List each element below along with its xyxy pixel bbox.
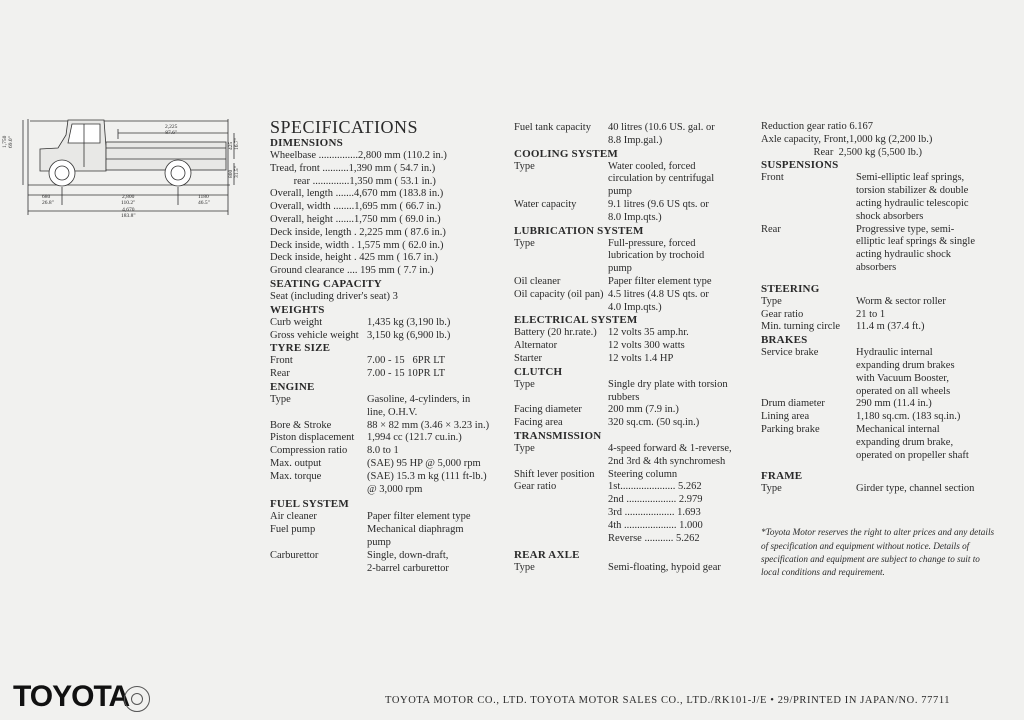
- fuel-tank-row: [514, 122, 754, 148]
- spec-label: Type: [761, 295, 782, 307]
- spec-value: 12 volts 300 watts: [608, 340, 685, 352]
- spec-row: [514, 469, 754, 482]
- spec-value: Worm & sector roller: [856, 295, 946, 307]
- spec-row: [270, 445, 505, 458]
- page-title: SPECIFICATIONS: [270, 117, 419, 137]
- spec-label: Starter: [514, 352, 542, 364]
- spec-label: Lining area: [761, 411, 810, 423]
- spec-value: 1,435 kg (3,190 lb.): [367, 316, 451, 328]
- gear-ratio-block: [514, 481, 754, 545]
- seating-line: Seat (including driver's seat) 3: [270, 290, 398, 302]
- spec-label: Facing area: [514, 417, 563, 429]
- fuel-system-list: [270, 511, 505, 575]
- spec-row: [761, 347, 1001, 398]
- frame-list: [761, 483, 1001, 496]
- dim-overall-length: 4,670 183.8": [121, 207, 136, 219]
- spec-label: Facing diameter: [514, 404, 582, 416]
- spec-row: [514, 443, 754, 469]
- spec-row: [761, 224, 1001, 275]
- suspensions-heading: SUSPENSIONS: [761, 159, 839, 172]
- spec-value: 4.5 litres (4.8 US qts. or 4.0 Imp.qts.): [608, 288, 709, 313]
- spec-value: 290 mm (11.4 in.): [856, 398, 932, 410]
- spec-value: 12 volts 1.4 HP: [608, 352, 674, 364]
- dimension-line: Wheelbase ...............2,800 mm (110.2 in.): [270, 150, 447, 161]
- spec-value: Full-pressure, forced lubrication by trochoid pump: [608, 237, 705, 275]
- spec-row: [514, 289, 754, 315]
- spec-label: Type: [514, 378, 535, 390]
- spec-value: 1,180 sq.cm. (183 sq.in.): [856, 411, 961, 423]
- gear-line: Reverse ........... 5.262: [608, 532, 700, 544]
- electrical-heading: ELECTRICAL SYSTEM: [514, 314, 638, 327]
- spec-row: [270, 458, 505, 471]
- spec-value: Water cooled, forced circulation by centrifugal pump: [608, 160, 715, 198]
- spec-row: [270, 330, 505, 343]
- spec-row: [270, 432, 505, 445]
- spec-value: Mechanical internal expanding drum brake, operated on propeller shaft: [856, 423, 969, 461]
- spec-value: Single, down-draft, 2-barrel carburettor: [367, 549, 449, 574]
- spec-row: [761, 411, 1001, 424]
- spec-row: [514, 238, 754, 276]
- spec-value: (SAE) 95 HP @ 5,000 rpm: [367, 457, 481, 469]
- spec-label: Type: [761, 483, 782, 495]
- spec-row: [761, 424, 1001, 462]
- spec-value: Semi-floating, hypoid gear: [608, 562, 721, 574]
- spec-row: [514, 562, 754, 575]
- spec-value: 7.00 - 15 6PR LT: [367, 355, 446, 367]
- dim-deck-height: 425 16.7": [228, 138, 240, 150]
- spec-label: Oil capacity (oil pan): [514, 288, 604, 300]
- gear-line: 3rd ................... 1.693: [608, 506, 701, 518]
- spec-label: Rear: [761, 223, 781, 235]
- spec-label: Max. torque: [270, 470, 322, 482]
- spec-row: [270, 317, 505, 330]
- spec-row: [761, 398, 1001, 411]
- electrical-list: [514, 327, 754, 365]
- spec-value: Progressive type, semi- elliptic leaf springs & single acting hydraulic shock absorbers: [856, 223, 975, 273]
- spec-label: Min. turning circle: [761, 321, 841, 333]
- brakes-list: [761, 347, 1001, 462]
- fuel-system-heading: FUEL SYSTEM: [270, 498, 349, 511]
- engine-heading: ENGINE: [270, 380, 315, 393]
- spec-row: [761, 309, 1001, 322]
- dimension-line: Deck inside, width . 1,575 mm ( 62.0 in.): [270, 239, 444, 251]
- spec-value: 8.0 to 1: [367, 445, 399, 457]
- spec-label: Parking brake: [761, 423, 820, 435]
- spec-row: [270, 524, 505, 550]
- spec-value: Paper filter element type: [367, 511, 471, 523]
- reduction-axle-block: [761, 121, 1001, 159]
- tyre-heading: TYRE SIZE: [270, 342, 331, 355]
- column-2: [514, 122, 754, 575]
- transmission-list: [514, 443, 754, 481]
- spec-label: Alternator: [514, 340, 558, 352]
- steering-heading: STEERING: [761, 282, 820, 295]
- column-3: [761, 121, 1001, 580]
- spec-label: Piston displacement: [270, 432, 355, 444]
- spec-value: 12 volts 35 amp.hr.: [608, 327, 689, 339]
- seating-heading: SEATING CAPACITY: [270, 277, 382, 290]
- column-1: [270, 137, 505, 575]
- spec-value: 4-speed forward & 1-reverse, 2nd 3rd & 4th synchromesh: [608, 442, 732, 467]
- spec-row: [514, 276, 754, 289]
- dim-deck-length: 2,225 87.6": [165, 124, 178, 136]
- dimension-line: rear ..............1,350 mm ( 53.1 in.): [270, 175, 436, 187]
- spec-row: [514, 161, 754, 199]
- dimension-line: Overall, width ........1,695 mm ( 66.7 in.): [270, 201, 441, 213]
- spec-row: [514, 327, 754, 340]
- dimension-line: Overall, height .......1,750 mm ( 69.0 in.): [270, 213, 441, 225]
- dim-ground: 800 31.5": [228, 166, 240, 178]
- spec-value: Semi-elliptic leaf springs, torsion stabilizer & double acting hydraulic telescopic shock absorbers: [856, 172, 969, 222]
- spec-label: Fuel tank capacity: [514, 122, 591, 133]
- spec-value: Girder type, channel section: [856, 483, 975, 495]
- spec-label: Type: [514, 160, 535, 172]
- spec-label: Type: [514, 442, 535, 454]
- tyre-list: [270, 355, 505, 381]
- rear-axle-heading: REAR AXLE: [514, 549, 580, 562]
- spec-label: Curb weight: [270, 316, 323, 328]
- spec-row: [761, 296, 1001, 309]
- toyota-logo: TOYOTA: [13, 680, 130, 713]
- spec-row: [270, 355, 505, 368]
- spec-value: Steering column: [608, 468, 678, 480]
- spec-row: [514, 379, 754, 405]
- spec-row: [514, 122, 754, 148]
- dimension-line: Deck inside, length . 2,225 mm ( 87.6 in.): [270, 226, 446, 238]
- brakes-heading: BRAKES: [761, 334, 808, 347]
- gear-ratio-label: Gear ratio: [514, 481, 557, 493]
- spec-label: Water capacity: [514, 198, 577, 210]
- suspensions-list: [761, 172, 1001, 274]
- dim-rear: 1180 46.5": [198, 194, 210, 206]
- spec-value: 1,994 cc (121.7 cu.in.): [367, 432, 462, 444]
- spec-label: Type: [514, 237, 535, 249]
- spec-row: [270, 394, 505, 420]
- axle-line: Axle capacity, Front,1,000 kg (2,200 lb.): [761, 133, 933, 145]
- spec-value: (SAE) 15.3 m kg (111 ft-lb.) @ 3,000 rpm: [367, 470, 487, 495]
- spec-row: [514, 417, 754, 430]
- axle-line: Rear 2,500 kg (5,500 lb.): [761, 146, 922, 158]
- spec-label: Rear: [270, 368, 290, 380]
- dimensions-heading: DIMENSIONS: [270, 137, 343, 149]
- axle-line: Reduction gear ratio 6.167: [761, 121, 873, 132]
- spec-row: [514, 353, 754, 366]
- dimensions-list: [270, 150, 505, 278]
- rear-axle-list: [514, 562, 754, 575]
- dimension-line: Tread, front ..........1,390 mm ( 54.7 in.): [270, 162, 436, 174]
- dim-wheelbase: 2,800 110.2": [121, 194, 136, 206]
- lubrication-heading: LUBRICATION SYSTEM: [514, 224, 644, 237]
- steering-list: [761, 296, 1001, 334]
- spec-value: Mechanical diaphragm pump: [367, 524, 464, 548]
- lubrication-list: [514, 238, 754, 315]
- spec-row: [761, 172, 1001, 223]
- transmission-heading: TRANSMISSION: [514, 429, 602, 442]
- gear-line: 4th .................... 1.000: [608, 519, 703, 531]
- cooling-heading: COOLING SYSTEM: [514, 147, 618, 160]
- dimension-line: Overall, length .......4,670 mm (183.8 in.): [270, 188, 444, 200]
- spec-label: Front: [270, 355, 293, 367]
- spec-label: Bore & Stroke: [270, 419, 332, 431]
- cooling-list: [514, 161, 754, 225]
- spec-row: [270, 511, 505, 524]
- spec-row: [270, 368, 505, 381]
- spec-row: [270, 471, 505, 497]
- spec-value: Gasoline, 4-cylinders, in line, O.H.V.: [367, 393, 471, 418]
- spec-label: Drum diameter: [761, 398, 825, 410]
- spec-value: 3,150 kg (6,900 lb.): [367, 329, 451, 341]
- spec-value: Hydraulic internal expanding drum brakes with Vacuum Booster, operated on all wheels: [856, 347, 955, 397]
- spec-label: Carburettor: [270, 549, 319, 561]
- dim-front: 680 26.8": [42, 194, 54, 206]
- emblem-icon: [124, 686, 150, 712]
- spec-row: [270, 550, 505, 576]
- spec-row: [761, 483, 1001, 496]
- dim-overall-height: 1,750 69.0": [2, 135, 14, 148]
- spec-value: 9.1 litres (9.6 US qts. or 8.0 Imp.qts.): [608, 198, 709, 223]
- spec-value: 7.00 - 15 10PR LT: [367, 368, 446, 380]
- spec-value: 40 litres (10.6 US. gal. or 8.8 Imp.gal.): [608, 122, 715, 146]
- spec-label: Type: [514, 562, 535, 574]
- gear-line: 2nd ................... 2.979: [608, 494, 703, 506]
- spec-value: Single dry plate with torsion rubbers: [608, 378, 728, 403]
- spec-label: Front: [761, 172, 784, 184]
- spec-label: Gear ratio: [761, 308, 804, 320]
- spec-label: Shift lever position: [514, 468, 595, 480]
- clutch-heading: CLUTCH: [514, 365, 563, 378]
- dimension-line: Ground clearance .... 195 mm ( 7.7 in.): [270, 265, 434, 277]
- spec-row: [514, 340, 754, 353]
- footer-imprint: TOYOTA MOTOR CO., LTD. TOYOTA MOTOR SALES CO., LTD./RK101-J/E • 29/PRINTED IN JAPAN/NO. 77711: [385, 695, 951, 706]
- spec-label: Fuel pump: [270, 524, 316, 536]
- spec-label: Gross vehicle weight: [270, 329, 359, 341]
- dimension-line: Deck inside, height . 425 mm ( 16.7 in.): [270, 252, 438, 264]
- weights-heading: WEIGHTS: [270, 303, 325, 316]
- spec-value: 21 to 1: [856, 308, 886, 320]
- spec-value: 88 × 82 mm (3.46 × 3.23 in.): [367, 419, 490, 431]
- spec-value: Paper filter element type: [608, 275, 712, 287]
- spec-label: Compression ratio: [270, 445, 348, 457]
- spec-row: [761, 321, 1001, 334]
- spec-value: 320 sq.cm. (50 sq.in.): [608, 417, 700, 429]
- spec-label: Oil cleaner: [514, 275, 561, 287]
- spec-row: [270, 420, 505, 433]
- spec-label: Battery (20 hr.rate.): [514, 327, 597, 339]
- engine-list: [270, 394, 505, 496]
- spec-row: [514, 404, 754, 417]
- disclaimer-note: *Toyota Motor reserves the right to alter prices and any details of specification and equipment without notice. Details of specification and equipment are subject to change to suit to local conditions and requirement.: [761, 527, 995, 578]
- weights-list: [270, 317, 505, 343]
- spec-label: Service brake: [761, 347, 819, 359]
- gear-line: 1st..................... 5.262: [608, 481, 702, 493]
- spec-label: Max. output: [270, 457, 322, 469]
- spec-label: Type: [270, 393, 291, 405]
- spec-row: [514, 199, 754, 225]
- spec-value: 200 mm (7.9 in.): [608, 404, 679, 416]
- spec-label: Air cleaner: [270, 511, 317, 523]
- spec-value: 11.4 m (37.4 ft.): [856, 321, 925, 333]
- gear-ratio-list: [608, 481, 703, 545]
- frame-heading: FRAME: [761, 470, 803, 483]
- clutch-list: [514, 379, 754, 430]
